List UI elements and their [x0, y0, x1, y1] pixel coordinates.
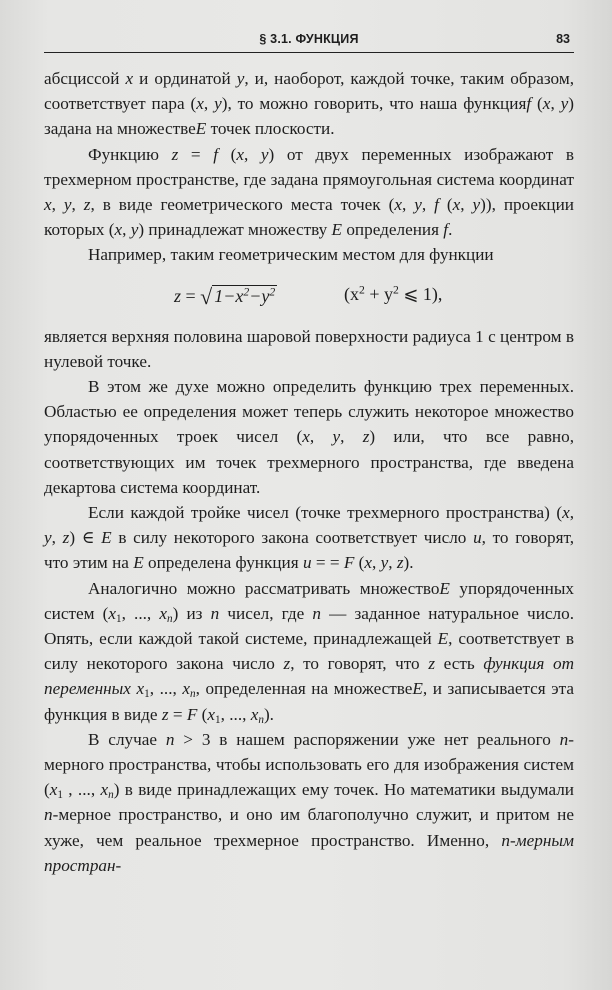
paragraph: В этом же духе можно определить функцию трех переменных. Областью ее определения может теперь служить некоторое множество упорядоченных троек чисел (x, y, z) или, что все равно, соответствующих им точек трехмерного пространства, где введена декартова система координат. — [44, 377, 575, 497]
formula-left: z = √ $1-x^2-y^2$ — [174, 283, 276, 309]
running-head: § 3.1. ФУНКЦИЯ — [259, 32, 359, 46]
page-number: 83 — [556, 32, 570, 46]
paragraph: является верхняя половина шаровой поверхности радиуса 1 с центром в нулевой точке. — [44, 326, 574, 371]
paragraph: Функцию z = f (x, y) от двух переменных изображают в трехмерном пространстве, где задана прямоугольная система координат x, y, z, в виде геометрического места точек (x, y, f (x, y)), проекции которых (x, y) принадлежат множеству E определения f. — [44, 144, 574, 240]
paragraph: Например, таким геометрическим местом для функции — [88, 245, 494, 265]
formula-hemisphere — [44, 268, 574, 324]
paragraph: Если каждой тройке чисел (точке трехмерного пространства) (x, y, z) ∈ E в силу некоторого закона соответствует число u, то говорят, что этим на E определена функция u = = F (x, y, z). — [44, 503, 575, 573]
paragraph: абсциссой x и ординатой y, и, наоборот, каждой точке, таким образом, соответствует пара (x, y), то можно говорить, что наша функцияf (x, y) задана на множествеE точек плоскости. — [44, 69, 575, 139]
formula-domain: ($x^2 + y^2$ ⩽ 1), — [344, 283, 443, 304]
paragraph: В случае n > 3 в нашем распоряжении уже нет реального n-мерного пространства, чтобы использовать его для изображения систем ($x_1$ , ..., $x_n$) в виде принадлежащих ему точек. Но математики выдумали n-мерное пространство, и оно им благополучно служит, и притом не хуже, чем реальное трехмерное пространство. Именно, n-мерным простран- — [44, 729, 574, 875]
body-text — [44, 66, 574, 878]
paragraph: Аналогично можно рассматривать множествоE упорядоченных систем ($x_1$, ..., $x_n$) из n чисел, где n — заданное натуральное число. Опять, если каждой такой системе, принадлежащей E, соответствует в силу некоторого закона число z, то говорят, что z есть функция от переменных $x_1$, ..., $x_n$, определенная на множествеE, и записывается эта функция в виде z = F ($x_1$, ..., $x_n$). — [44, 578, 574, 726]
sqrt-sign: √ $1-x^2-y^2$ — [200, 283, 276, 309]
page-header — [44, 30, 574, 53]
